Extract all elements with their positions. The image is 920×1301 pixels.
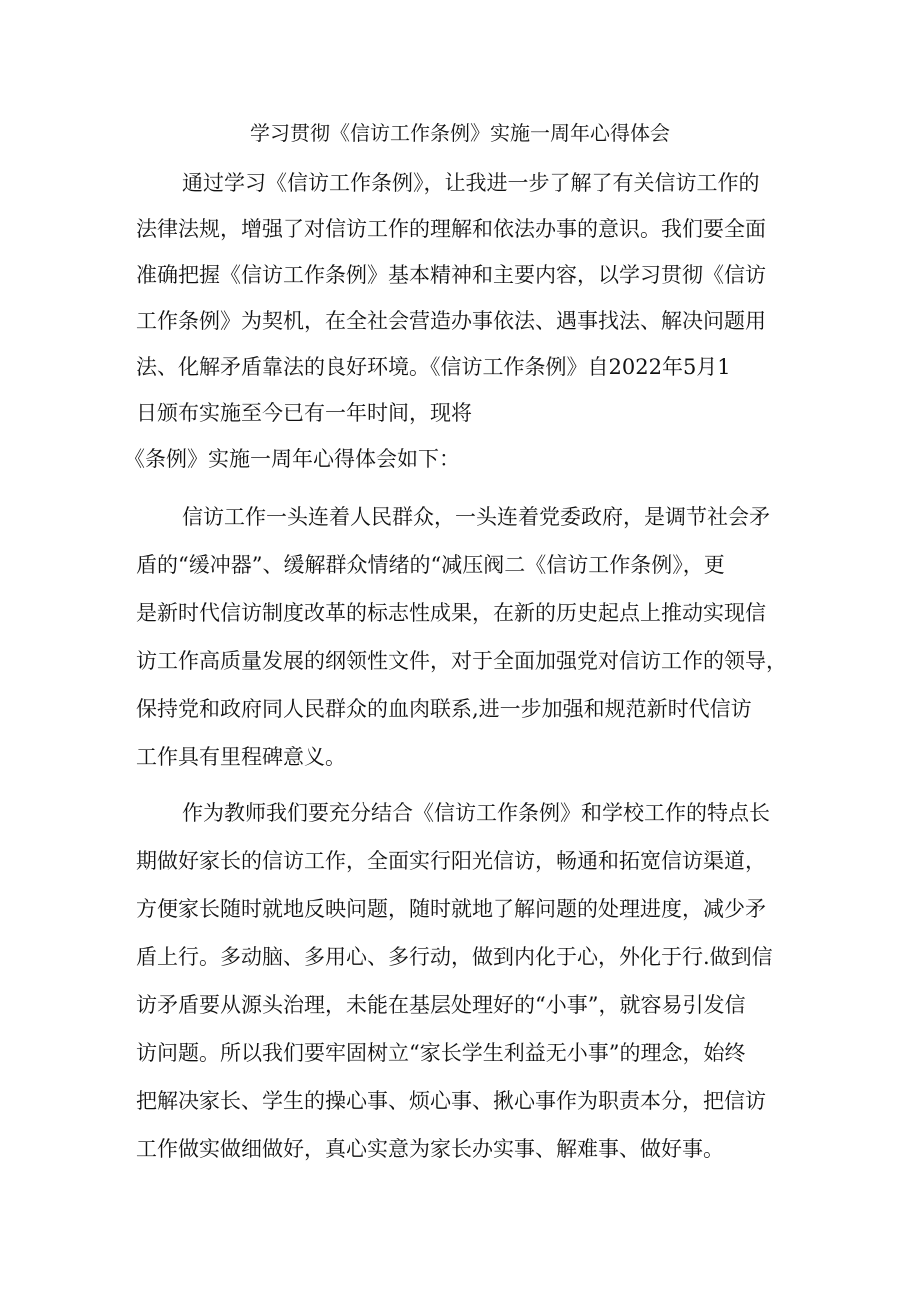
paragraph-line: 访工作高质量发展的纲领性文件，对于全面加强党对信访工作的领导，: [136, 649, 787, 673]
paragraph-line: 工作条例》为契机，在全社会营造办事依法、遇事找法、解决问题用: [136, 309, 766, 333]
paragraph-line: 法、化解矛盾靠法的良好环境。《信访工作条例》自2022年5月1: [136, 355, 731, 379]
paragraph-line: 访矛盾要从源头治理，未能在基层处理好的“小事”，就容易引发信: [136, 993, 746, 1017]
paragraph-line: 作为教师我们要充分结合《信访工作条例》和学校工作的特点长: [182, 801, 770, 825]
paragraph-line: 工作具有里程碑意义。: [136, 745, 346, 769]
paragraph-line: 是新时代信访制度改革的标志性成果，在新的历史起点上推动实现信: [136, 601, 766, 625]
paragraph-line: 访问题。所以我们要牢固树立“家长学生利益无小事”的理念，始终: [136, 1041, 746, 1065]
paragraph-line: 工作做实做细做好，真心实意为家长办实事、解难事、做好事。: [136, 1137, 724, 1161]
document-title: 学习贯彻《信访工作条例》实施一周年心得体会: [250, 121, 670, 145]
paragraph-line: 期做好家长的信访工作，全面实行阳光信访，畅通和拓宽信访渠道，: [136, 849, 766, 873]
paragraph-line: 日颁布实施至今已有一年时间，现将: [136, 401, 472, 425]
paragraph-line: 盾的“缓冲器”、缓解群众情绪的“减压阀二《信访工作条例》，更: [136, 553, 725, 577]
paragraph-line: 方便家长随时就地反映问题，随时就地了解问题的处理进度，减少矛: [136, 897, 766, 921]
paragraph-line: 保持党和政府同人民群众的血肉联系,进一步加强和规范新时代信访: [136, 697, 752, 721]
paragraph-line: 准确把握《信访工作条例》基本精神和主要内容，以学习贯彻《信访: [136, 263, 766, 287]
paragraph-line: 法律法规，增强了对信访工作的理解和依法办事的意识。我们要全面: [136, 217, 766, 241]
paragraph-line: 《条例》实施一周年心得体会如下：: [124, 447, 460, 471]
paragraph-line: 把解决家长、学生的操心事、烦心事、揪心事作为职责本分，把信访: [136, 1089, 766, 1113]
paragraph-line: 信访工作一头连着人民群众，一头连着党委政府，是调节社会矛: [182, 505, 770, 529]
paragraph-line: 通过学习《信访工作条例》，让我进一步了解了有关信访工作的: [182, 171, 760, 195]
paragraph-line: 盾上行。多动脑、多用心、多行动，做到内化于心，外化于行.做到信: [136, 945, 773, 969]
